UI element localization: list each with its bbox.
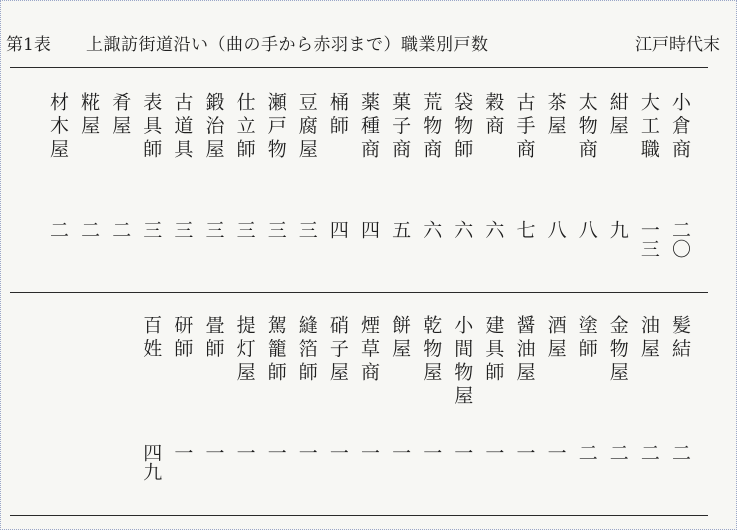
occupation-column [575,92,598,282]
occupation-name: 桶師 [326,92,349,139]
table-caption: 上諏訪街道沿い（曲の手から赤羽まで）職業別戸数 [86,35,489,55]
occupation-name: 茶屋 [544,92,567,139]
occupation-column [575,315,598,505]
occupation-column [450,315,473,505]
occupation-name: 餅屋 [389,315,412,362]
occupation-name: 駕籠師 [264,315,287,386]
table-section-1 [22,92,698,282]
occupation-name: 紺屋 [606,92,629,139]
occupation-column [139,315,162,505]
occupation-name: 乾物屋 [420,315,443,386]
occupation-name: 髪結 [669,315,691,362]
occupation-name: 縫箔師 [295,315,318,386]
household-count: 一 [451,443,474,462]
occupation-column [606,315,629,505]
household-count: 二 [669,443,691,462]
occupation-column [388,92,411,282]
household-count: 九 [606,220,629,239]
occupation-name: 提灯屋 [233,315,256,386]
occupation-name: 菓子商 [389,92,412,163]
occupation-name: 硝子屋 [326,315,349,386]
occupation-column [388,315,411,505]
occupation-name: 材木屋 [47,92,69,163]
occupation-name: 仕立師 [233,92,256,163]
occupation-column [202,92,225,282]
household-count: 五 [389,220,412,239]
household-count: 一 [264,443,287,462]
occupation-column [481,315,504,505]
occupation-column [326,92,349,282]
occupation-column [233,92,256,282]
occupation-name: 研師 [171,315,194,362]
occupation-name: 古手商 [513,92,536,163]
occupation-name: 百姓 [140,315,163,362]
household-count: 三 [233,220,256,239]
table-section-2 [22,315,698,505]
household-count: 一 [171,443,194,462]
household-count: 二 [606,443,629,462]
household-count: 一 [202,443,225,462]
occupation-name: 肴屋 [109,92,132,139]
household-count: 二〇 [669,220,691,258]
occupation-column [170,92,193,282]
household-count: 六 [420,220,443,239]
household-count: 六 [482,220,505,239]
household-count: 三 [140,220,163,239]
occupation-name: 醤油屋 [513,315,536,386]
occupation-name: 塗師 [575,315,598,362]
occupation-column [264,92,287,282]
household-count: 一 [544,443,567,462]
occupation-name: 油屋 [637,315,660,362]
occupation-column [108,92,131,282]
household-count: 一三 [637,220,660,258]
occupation-name: 小倉商 [669,92,691,163]
household-count: 一 [482,443,505,462]
occupation-column [264,315,287,505]
occupation-column [326,315,349,505]
household-count: 二 [78,220,101,239]
occupation-column [668,92,691,282]
table-number: 第1表 [6,35,51,55]
household-count: 八 [575,220,598,239]
occupation-column [295,315,318,505]
occupation-column [419,315,442,505]
occupation-column [357,92,380,282]
top-rule [10,67,708,68]
household-count: 一 [326,443,349,462]
occupation-name: 古道具 [171,92,194,163]
occupation-column [544,315,567,505]
occupation-column [606,92,629,282]
occupation-column [419,92,442,282]
table-title [6,30,726,60]
occupation-column [513,92,536,282]
occupation-name: 鍛治屋 [202,92,225,163]
bottom-rule [10,515,708,516]
household-count: 三 [295,220,318,239]
occupation-column [450,92,473,282]
occupation-name: 太物商 [575,92,598,163]
occupation-name: 大工職 [637,92,660,163]
household-count: 二 [575,443,598,462]
occupation-name: 荒物商 [420,92,443,163]
household-count: 一 [513,443,536,462]
occupation-name: 酒屋 [544,315,567,362]
middle-rule [10,292,708,293]
occupation-column [513,315,536,505]
household-count: 二 [47,220,69,239]
occupation-column [544,92,567,282]
household-count: 一 [420,443,443,462]
occupation-name: 建具師 [482,315,505,386]
household-count: 三 [171,220,194,239]
occupation-column [637,315,660,505]
occupation-name: 煙草商 [358,315,380,386]
household-count: 六 [451,220,474,239]
household-count: 八 [544,220,567,239]
household-count: 四 [358,220,380,239]
household-count: 七 [513,220,536,239]
household-count: 二 [637,443,660,462]
occupation-name: 表具師 [140,92,163,163]
occupation-column [139,92,162,282]
occupation-name: 小間物屋 [451,315,474,409]
occupation-name: 袋物師 [451,92,474,163]
household-count: 三 [202,220,225,239]
occupation-name: 瀬戸物 [264,92,287,163]
household-count: 一 [358,443,380,462]
household-count: 一 [233,443,256,462]
occupation-name: 薬種商 [358,92,380,163]
occupation-column [668,315,691,505]
household-count: 四 [326,220,349,239]
occupation-column [77,92,100,282]
occupation-column [481,92,504,282]
occupation-name: 豆腐屋 [295,92,318,163]
occupation-column [637,92,660,282]
household-count: 三 [264,220,287,239]
occupation-column [202,315,225,505]
table-era: 江戸時代末 [635,35,720,55]
household-count: 二 [109,220,132,239]
household-count: 四九 [140,443,163,481]
occupation-name: 金物屋 [606,315,629,386]
occupation-column [357,315,380,505]
occupation-column [233,315,256,505]
household-count: 一 [295,443,318,462]
occupation-name: 畳師 [202,315,225,362]
occupation-column [46,92,69,282]
occupation-column [295,92,318,282]
household-count: 一 [389,443,412,462]
occupation-name: 糀屋 [78,92,101,139]
occupation-column [170,315,193,505]
occupation-name: 穀商 [482,92,505,139]
